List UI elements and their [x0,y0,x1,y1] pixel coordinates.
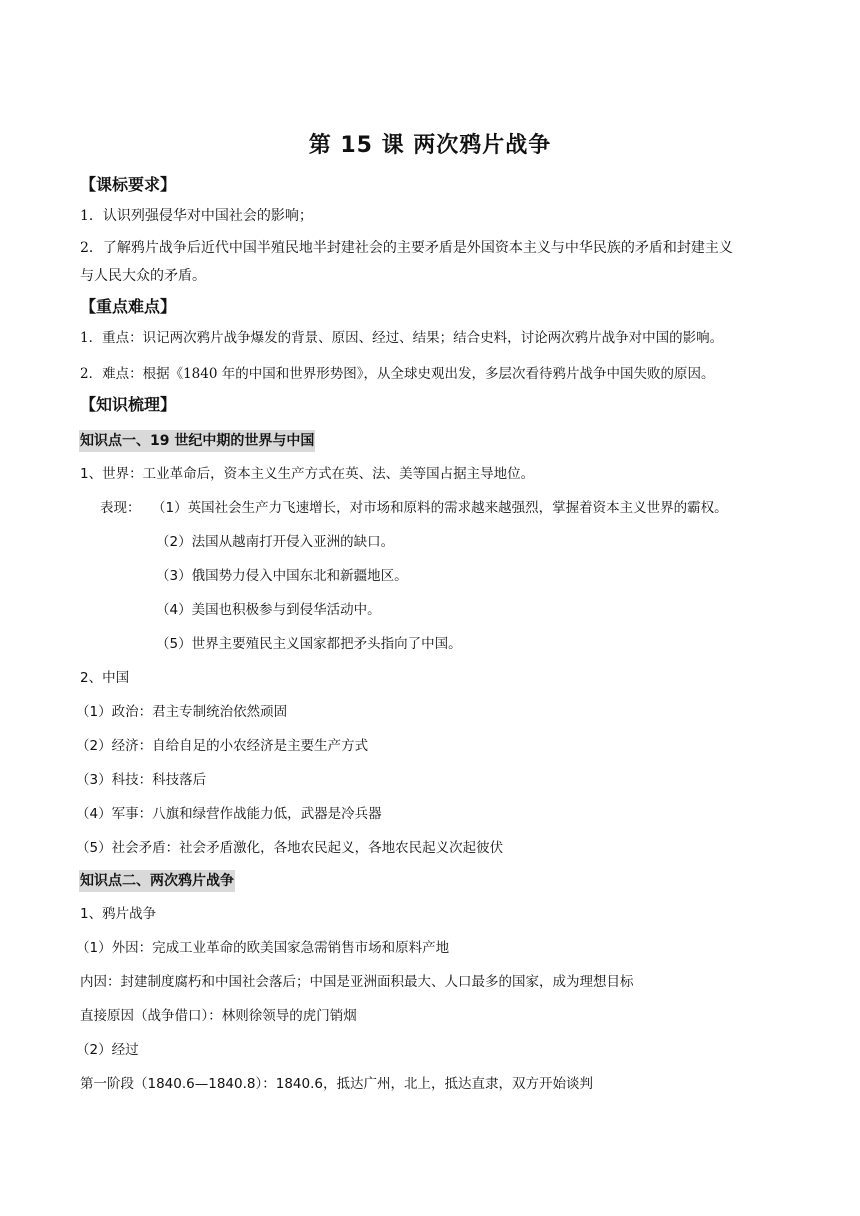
kp1-china-item-4: （4）军事：八旗和绿营作战能力低，武器是冷兵器 [76,806,382,822]
kp1-perf-item-2: （2）法国从越南打开侵入亚洲的缺口。 [156,534,395,550]
section-knowledge: 【知识梳理】 [80,395,177,414]
kp1-perf-item-4: （4）美国也积极参与到侵华活动中。 [156,602,381,618]
curriculum-item-2: 2．了解鸦片战争后近代中国半殖民地半封建社会的主要矛盾是外国资本主义与中华民族的矛盾和封建主义 [80,240,733,256]
kp2-line-4: 直接原因（战争借口）：林则徐领导的虎门销烟 [80,1008,357,1024]
kp1-perf-item-3: （3）俄国势力侵入中国东北和新疆地区。 [156,568,408,584]
kp1-china-item-3: （3）科技：科技落后 [76,772,207,788]
section-key-points: 【重点难点】 [80,297,177,316]
key-item-1: 1．重点：识记两次鸦片战争爆发的背景、原因、经过、结果；结合史料，讨论两次鸦片战争对中国的影响。 [80,330,724,346]
kp1-perf-item-5: （5）世界主要殖民主义国家都把矛头指向了中国。 [156,636,462,652]
kp1-china-item-5: （5）社会矛盾：社会矛盾激化，各地农民起义，各地农民起义次起彼伏 [76,840,504,856]
kp1-perf-item-1: （1）英国社会生产力飞速增长，对市场和原料的需求越来越强烈，掌握着资本主义世界的霸权。 [152,500,728,516]
kp2-line-5: （2）经过 [76,1042,139,1058]
kp2-heading: 知识点二、两次鸦片战争 [79,870,235,892]
kp2-line-6: 第一阶段（1840.6—1840.8）：1840.6，抵达广州，北上，抵达直隶，双方开始谈判 [80,1076,593,1092]
kp1-world: 1、世界：工业革命后，资本主义生产方式在英、法、美等国占据主导地位。 [80,466,535,482]
key-item-2: 2．难点：根据《1840 年的中国和世界形势图》，从全球史观出发，多层次看待鸦片战争中国失败的原因。 [80,366,715,382]
kp2-line-3: 内因：封建制度腐朽和中国社会落后；中国是亚洲面积最大、人口最多的国家，成为理想目标 [80,974,634,990]
kp2-line-1: 1、鸦片战争 [80,906,157,922]
kp1-china-item-1: （1）政治：君主专制统治依然顽固 [76,704,288,720]
curriculum-item-1: 1．认识列强侵华对中国社会的影响； [80,208,313,224]
kp1-heading: 知识点一、19 世纪中期的世界与中国 [79,430,315,452]
kp1-china-item-2: （2）经济：自给自足的小农经济是主要生产方式 [76,738,369,754]
page-title: 第 15 课 两次鸦片战争 [308,133,552,158]
kp1-perf-label: 表现： [100,500,141,516]
kp2-line-2: （1）外因：完成工业革命的欧美国家急需销售市场和原料产地 [76,940,450,956]
curriculum-item-2-cont: 与人民大众的矛盾。 [80,268,206,284]
section-curriculum: 【课标要求】 [80,175,177,194]
kp1-china: 2、中国 [80,670,130,686]
